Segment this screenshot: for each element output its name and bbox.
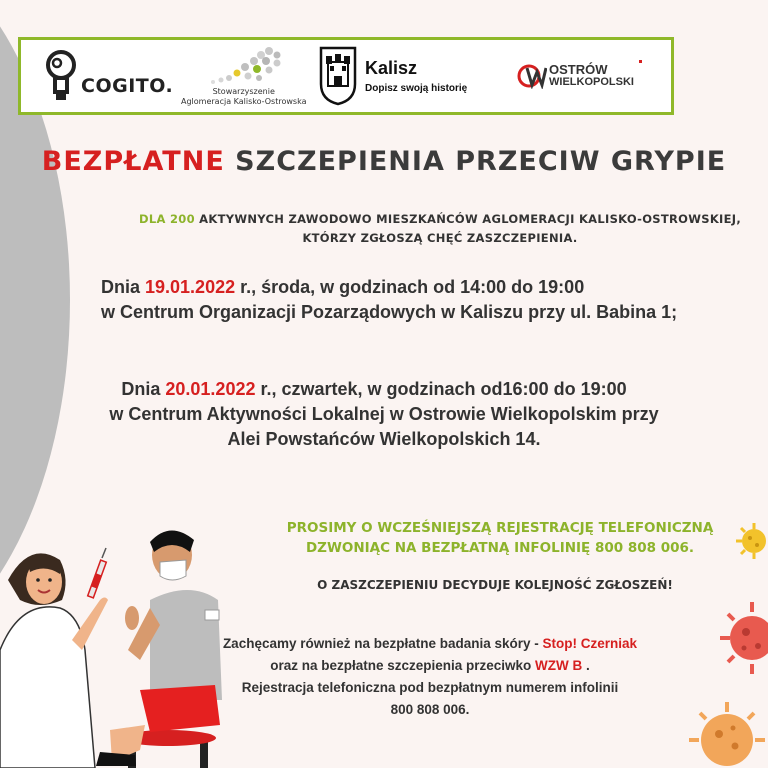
logo-bar <box>18 37 674 115</box>
bottom-line4: 800 808 006. <box>390 702 470 717</box>
cogito-name: COGITO. <box>81 75 174 97</box>
ostrow-line2: WIELKOPOLSKI <box>549 76 634 88</box>
ostrow-logo <box>517 40 634 112</box>
stop-czerniak: Stop! Czerniak <box>542 636 638 651</box>
event2-date: 20.01.2022 <box>165 379 256 399</box>
event2-place-line2: Alei Powstańców Wielkopolskich 14. <box>227 429 541 449</box>
additional-info <box>220 633 640 721</box>
kalisz-crest-icon <box>319 46 357 106</box>
yellow-virus-icon <box>730 518 768 564</box>
cogito-logo <box>45 40 173 112</box>
event2-prefix: Dnia <box>121 379 166 399</box>
bottom-line1-a: Zachęcamy również na bezpłatne badania skóry - <box>222 636 543 651</box>
ostrow-line1: OSTRÓW <box>549 62 608 77</box>
bottom-line3: Rejestracja telefoniczna pod bezpłatnym numerem infolinii <box>241 680 619 695</box>
page-title <box>0 146 768 177</box>
event1-date: 19.01.2022 <box>145 277 236 297</box>
ostrow-red-dot <box>639 60 642 63</box>
event-2 <box>0 377 768 452</box>
registration-cta <box>210 518 768 558</box>
wzw-b: WZW B <box>535 658 583 673</box>
vaccination-illustration <box>0 500 250 768</box>
kalisz-title: Kalisz <box>365 58 418 78</box>
dots-cluster-icon <box>199 45 289 87</box>
subtitle-highlight: DLA 200 <box>138 212 195 226</box>
title-rest: SZCZEPIENIA PRZECIW GRYPIE <box>224 146 727 177</box>
bottom-line2-c: . <box>582 658 590 673</box>
nurse-figure <box>0 548 108 768</box>
event2-place-line1: w Centrum Aktywności Lokalnej w Ostrowie Wielkopolskim przy <box>109 404 659 424</box>
subtitle <box>120 210 760 248</box>
red-virus-icon <box>716 596 768 680</box>
patient-figure <box>96 530 222 768</box>
subtitle-line2: KTÓRZY ZGŁOSZĄ CHĘĆ ZASZCZEPIENIA. <box>302 231 578 245</box>
stowarzyszenie-line1: Stowarzyszenie <box>212 87 275 96</box>
kalisz-logo <box>319 40 467 112</box>
stowarzyszenie-logo <box>181 40 306 112</box>
orange-virus-icon <box>683 696 768 768</box>
kalisz-slogan: Dopisz swoją historię <box>365 83 468 94</box>
event-1 <box>101 275 751 325</box>
lightbulb-icon <box>45 48 79 104</box>
ostrow-mark-icon <box>517 63 547 89</box>
title-highlight: BEZPŁATNE <box>41 146 225 177</box>
event1-prefix: Dnia <box>101 277 146 297</box>
subtitle-line1: AKTYWNYCH ZAWODOWO MIESZKAŃCÓW AGLOMERACJI KALISKO-OSTROWSKIEJ, <box>194 212 742 226</box>
cta-line1: PROSIMY O WCZEŚNIEJSZĄ REJESTRACJĘ TELEFONICZNĄ <box>286 520 714 536</box>
event2-suffix: r., czwartek, w godzinach od16:00 do 19:00 <box>255 379 627 399</box>
event1-suffix: r., środa, w godzinach od 14:00 do 19:00 <box>235 277 585 297</box>
order-note: O ZASZCZEPIENIU DECYDUJE KOLEJNOŚĆ ZGŁOSZEŃ! <box>317 578 673 592</box>
stowarzyszenie-line2: Aglomeracja Kalisko-Ostrowska <box>181 97 307 106</box>
bottom-line2-a: oraz na bezpłatne szczepienia przeciwko <box>270 658 536 673</box>
event1-place: w Centrum Organizacji Pozarządowych w Kaliszu przy ul. Babina 1; <box>101 302 678 322</box>
cta-line2: DZWONIĄC NA BEZPŁATNĄ INFOLINIĘ 800 808 006. <box>305 540 695 556</box>
